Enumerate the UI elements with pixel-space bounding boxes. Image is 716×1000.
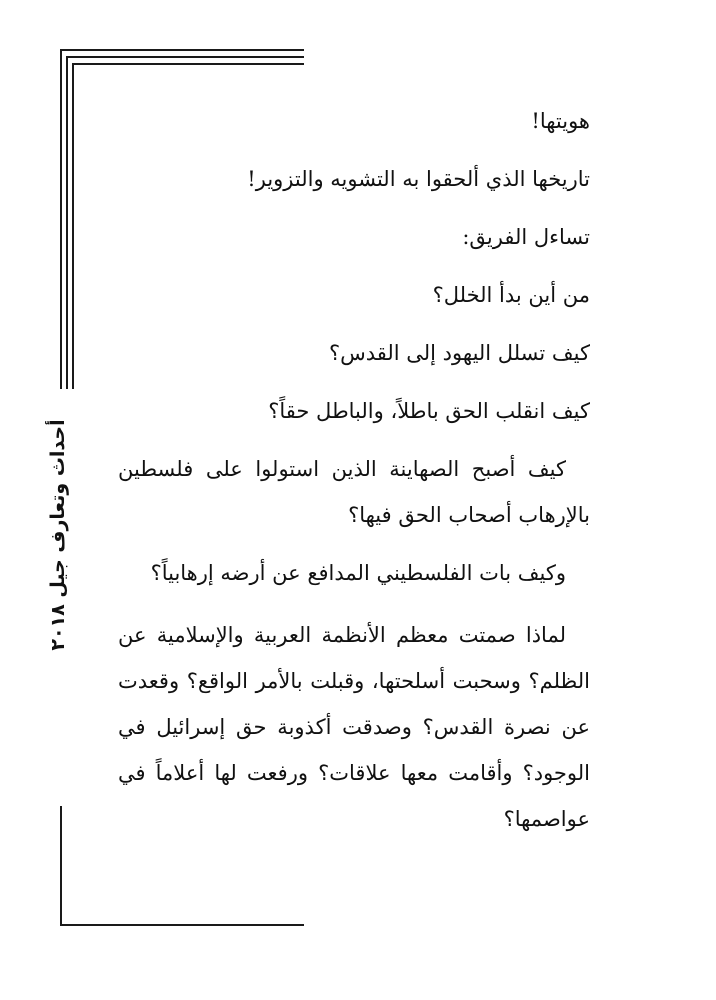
paragraph-1: هويتها! (531, 109, 590, 133)
frame-line-bottom-left-vertical (60, 806, 62, 926)
frame-line-left-1 (60, 49, 62, 389)
paragraph-4: من أين بدأ الخلل؟ (432, 283, 590, 307)
paragraph-2: تاريخها الذي ألحقوا به التشويه والتزوير! (247, 167, 590, 191)
frame-line-top-3 (72, 63, 304, 65)
frame-line-left-2 (66, 56, 68, 389)
frame-line-left-3 (72, 63, 74, 389)
frame-line-bottom (60, 924, 304, 926)
frame-line-top-1 (60, 49, 304, 51)
side-running-title: أحداث وتعارف جيل ٢٠١٨ (47, 419, 69, 651)
paragraph-6: كيف انقلب الحق باطلاً، والباطل حقاً؟ (268, 399, 590, 423)
paragraph-8: وكيف بات الفلسطيني المدافع عن أرضه إرهابياً؟ (150, 561, 566, 585)
paragraph-3: تساءل الفريق: (462, 225, 590, 249)
paragraph-9: لماذا صمتت معظم الأنظمة العربية والإسلامية عن الظلم؟ وسحبت أسلحتها، وقبلت بالأمر الواقع؟ وقعدت عن نصرة القدس؟ وصدقت أكذوبة حق إسرائيل في الوجود؟ وأقامت معها علاقات؟ ورفعت لها أعلاماً في عواصمها؟ (118, 623, 590, 831)
frame-line-top-2 (66, 56, 304, 58)
body-text (118, 98, 590, 854)
paragraph-7: كيف أصبح الصهاينة الذين استولوا على فلسطين بالإرهاب أصحاب الحق فيها؟ (118, 457, 590, 527)
paragraph-5: كيف تسلل اليهود إلى القدس؟ (328, 341, 590, 365)
